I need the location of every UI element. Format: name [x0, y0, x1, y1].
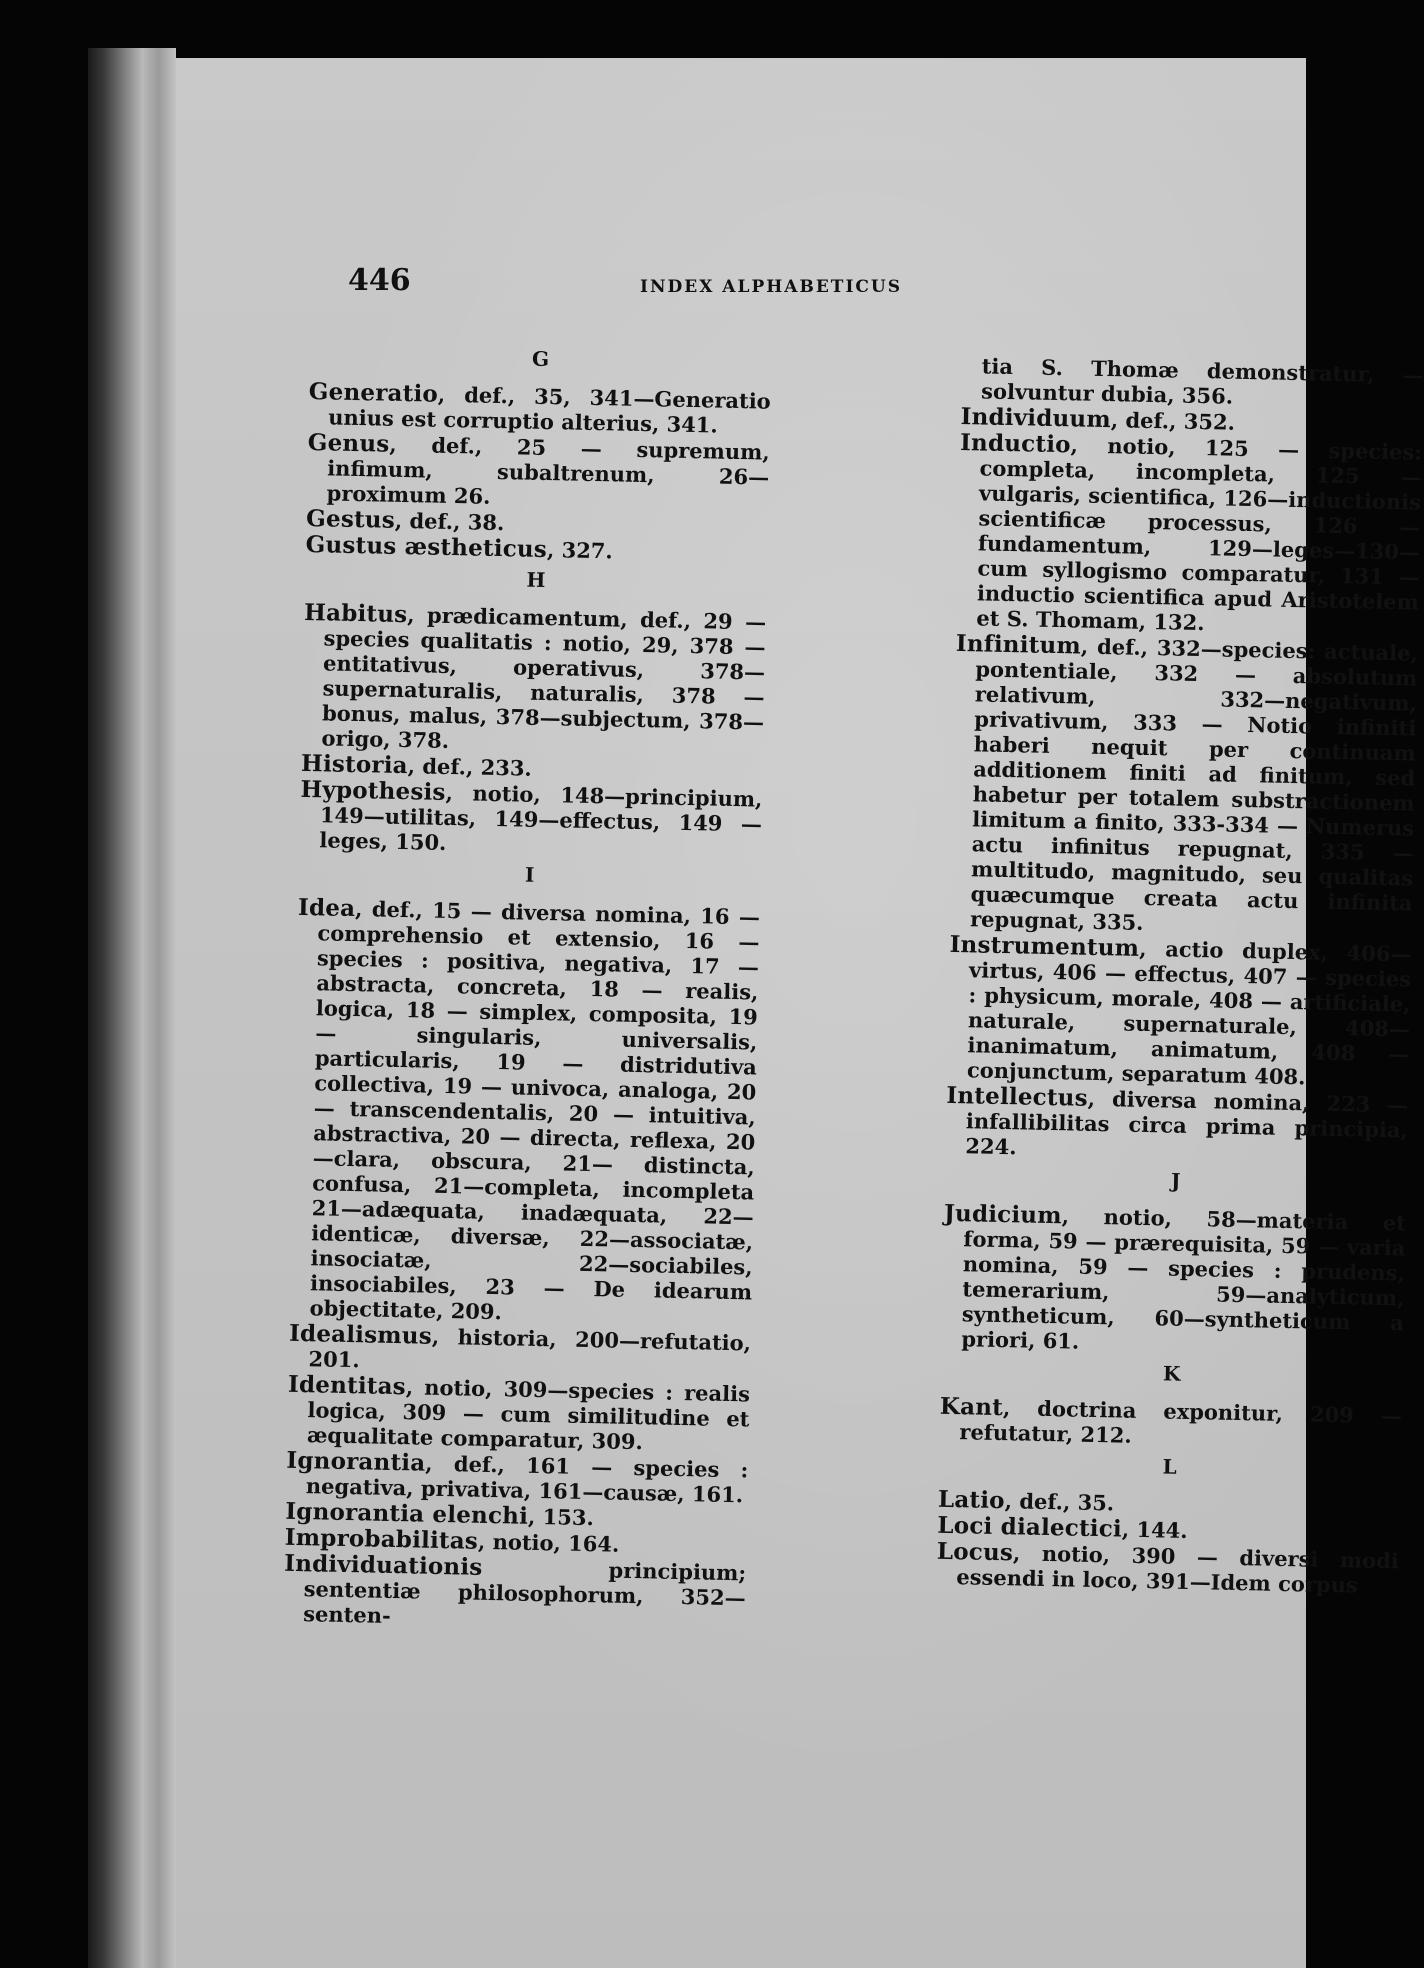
entry-headword: Judicium: [943, 1199, 1063, 1230]
index-entry: [289, 895, 760, 1330]
right-column: [936, 353, 1424, 1599]
entry-text: , diversa nomina, 223 — infallibilitas circa prima principia, 224.: [965, 1085, 1409, 1160]
index-entry: [299, 777, 762, 862]
book-edge: [88, 48, 176, 1968]
entry-text: , def., 35.: [1004, 1488, 1115, 1516]
left-column: [283, 336, 772, 1636]
book-page: [176, 58, 1424, 1968]
index-entry: [301, 600, 766, 760]
section-letter: J: [1170, 1168, 1181, 1193]
entry-text: , def., 25 — supremum, infimum, subaltrenum, 26—proximum 26.: [326, 431, 770, 509]
entry-headword: Infinitum: [955, 629, 1082, 660]
entry-headword: Gestus: [305, 504, 396, 534]
entry-text: , def., 38.: [394, 507, 505, 536]
entry-text: , notio, 164.: [477, 1528, 620, 1557]
index-entry: [945, 1083, 1408, 1168]
page-header: [176, 263, 1306, 303]
index-entry: [283, 1551, 746, 1636]
entry-headword: Ignorantia: [286, 1446, 426, 1477]
entry-text: , historia, 200—refutatio, 201.: [308, 1323, 752, 1373]
section-letter: H: [526, 567, 546, 592]
section-letter: G: [531, 346, 550, 372]
entry-headword: Kant: [939, 1392, 1004, 1422]
entry-headword: Idealismus: [288, 1319, 433, 1350]
entry-text: , def., 352.: [1110, 407, 1236, 435]
entry-text: , notio, 390 — diversi modi essendi in loco, 391—Idem corpus: [956, 1540, 1400, 1598]
entry-text: , 153.: [527, 1503, 595, 1531]
entry-headword: Historia: [300, 749, 409, 780]
entry-headword: Idea: [297, 893, 356, 923]
index-entry: [947, 932, 1412, 1092]
entry-text: principium; sententiæ philosophorum, 352—senten-: [302, 1554, 747, 1628]
entry-text: , notio, 309—species : realis logica, 309 — cum similitudine et æqualitate comparatur, 309.: [306, 1374, 751, 1455]
section-letter: K: [1162, 1361, 1181, 1386]
index-entry: [287, 1372, 750, 1457]
entry-headword: Inductio: [959, 428, 1071, 459]
entry-headword: Intellectus: [946, 1081, 1089, 1112]
entry-text: , def., 35, 341—Generatio unius est corruptio alterius, 341.: [328, 381, 771, 438]
section-letter: L: [1162, 1454, 1178, 1479]
entry-text: tia S. Thomæ demonstratur, — solvuntur dubia, 356.: [980, 353, 1424, 409]
index-entry: [956, 430, 1422, 640]
entry-headword: Improbabilitas: [284, 1523, 479, 1555]
entry-text: , 144.: [1121, 1516, 1188, 1543]
entry-text: , def., 15 — diversa nomina, 16 —comprehensio et extensio, 16 — species : positiva, negativa, 17 — abstracta, concreta, 18 — realis, logica, 18 — simplex, composita, 19 — singularis, universalis, particularis, 19 — distridutiva collectiva, 19 — univoca, analoga, 20 — transcendentalis, 20 — intuitiva, abstractiva, 20 — directa, reflexa, 20—clara, obscura, 21— distincta, confusa, 21—completa, incompleta 21—adæquata, inadæquata, 22—identicæ, diversæ, 22—associatæ, insociatæ, 22—sociabiles, insociabiles, 23 — De idearum objectitate, 209.: [309, 896, 761, 1325]
entry-headword: Latio: [937, 1485, 1006, 1515]
entry-headword: Instrumentum: [949, 930, 1140, 962]
entry-text: , 327.: [546, 537, 614, 564]
entry-headword: Identitas: [287, 1370, 407, 1401]
entry-text: , notio, 58—materia et forma, 59 — prærequisita, 59 — varia nomina, 59 — species : prudens, temerarium, 59—analyticum, syntheticum, 60—syntheticum a priori, 61.: [961, 1203, 1407, 1354]
entry-text: , doctrina exponitur, 209 — refutatur, 212.: [959, 1395, 1403, 1448]
page-number: 446: [348, 263, 411, 298]
entry-headword: Locus: [936, 1537, 1014, 1567]
entry-text: , def., 161 — species : negativa, privativa, 161—causæ, 161.: [305, 1450, 749, 1508]
entry-headword: Hypothesis: [300, 775, 446, 806]
entry-text: , actio duplex, 406—virtus, 406 — effectus, 407 — species : physicum, morale, 408 — artificiale, naturale, supernaturale, 408—inanimatum, animatum, 408 — conjunctum, separatum 408.: [966, 935, 1412, 1090]
index-entry: [939, 1394, 1402, 1454]
index-entry: [950, 631, 1418, 941]
entry-text: , def., 332—species: actuale, pontentiale, 332 — absolutum relativum, 332—negativum, privativum, 333 — Notio infiniti haberi nequit per continuam additionem finiti ad finitum, sed habetur per totalem substractionem limitum a finito, 333-334 — Numerus actu infinitus repugnat, 335 —multitudo, magnitudo, seu qualitas quæcumque creata actu infinita repugnat, 335.: [969, 633, 1419, 935]
entry-text: , def., 233.: [407, 753, 533, 781]
running-title: INDEX ALPHABETICUS: [640, 277, 903, 297]
index-entry: [306, 430, 769, 515]
entry-headword: Generatio: [308, 377, 439, 408]
index-entry: [936, 1539, 1399, 1599]
entry-headword: Ignorantia elenchi: [285, 1497, 529, 1530]
entry-headword: Genus: [307, 428, 390, 458]
entry-text: , notio, 148—principium, 149—utilitas, 149—effectus, 149 — leges, 150.: [319, 779, 763, 855]
index-entry: [941, 1201, 1406, 1361]
entry-headword: Gustus æstheticus: [305, 530, 548, 564]
entry-headword: Individuum: [960, 402, 1112, 434]
section-letter: I: [524, 862, 535, 887]
entry-text: , prædicamentum, def., 29 —species qualitatis : notio, 29, 378 —entitativus, operativus, 378—supernaturalis, naturalis, 378 — bonus, malus, 378—subjectum, 378—origo, 378.: [321, 602, 767, 753]
entry-headword: Habitus: [303, 598, 408, 629]
entry-headword: Loci dialectici: [937, 1511, 1123, 1543]
entry-headword: Individuationis: [284, 1549, 483, 1581]
entry-text: , notio, 125 — species: completa, incompleta, 125 — vulgaris, scientifica, 126—inductionis scientificæ processus, 126 — fundamentum, 129—leges—130—cum syllogismo comparatur, 131 — inductio scientifica apud Aristotelem et S. Thomam, 132.: [976, 432, 1423, 636]
